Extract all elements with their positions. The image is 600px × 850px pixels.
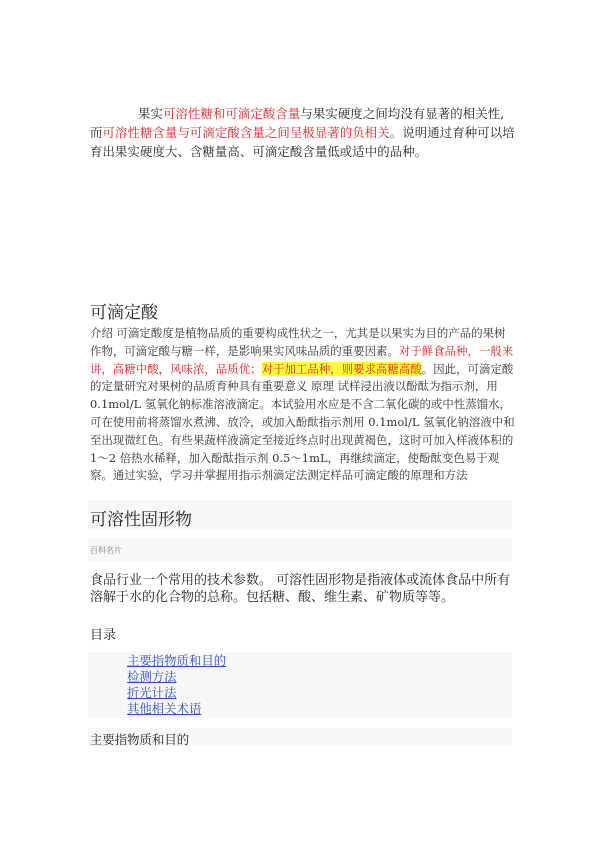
toc-item [127,668,226,684]
toc-link-refractometer-method[interactable]: 折光计法 [127,685,177,700]
text-run: 。因此，可滴定酸的定量研究对果树的品质育种具有重要意义 原理 试样浸出液以酚酞为指示剂，用 0.1mol/L 氢氧化钠标准溶液滴定。本试验用水应是不含二氧化碳的或中性蒸馏水，可在使用前将蒸馏水煮沸、放冷，或加入酚酞指示剂用 0.1mol/L 氢氧化钠溶液中和至出现微红色。有些果蔬样液滴定至接近终点时出现黄褐色，这时可加入样液体积的 1～2 倍热水稀释，加入酚酞指示剂 0.5～1mL，再继续滴定，使酚酞变色易于观察。通过实验，学习并掌握用指示剂滴定法测定样品可滴定酸的原理和方法 [90,361,515,483]
toc-item [127,684,226,700]
fruit-quality-paragraph [90,104,516,161]
toc-title: 目录 [90,628,117,643]
toc-link-related-terms[interactable]: 其他相关术语 [127,701,202,716]
text-run: 。说明通过育种可以培育出果实硬度大、含糖量高、可滴定酸含量低或适中的品种。 [90,125,515,159]
highlighted-text-run: 对于加工品种，则要求高糖高酸 [261,361,422,376]
toc-item [127,700,226,716]
soluble-solids-intro: 食品行业一个常用的技术参数。 可溶性固形物是指液体或流体食品中所有溶解于水的化合物的总称。包括糖、酸、维生素、矿物质等等。 [90,573,511,605]
red-text-run: 可溶性糖含量与可滴定酸含量之间呈极显著的负相关 [102,125,390,140]
card-band [88,539,512,561]
table-of-contents [127,652,226,716]
text-run: 与果实硬度之间均没有显著的相关性,而 [90,106,505,140]
red-text-run: 对于鲜食品种，一般来讲，高糖中酸，风味浓，品质优； [90,343,514,376]
soluble-solids-heading: 可溶性固形物 [90,510,192,530]
toc-item [127,652,226,668]
red-text-run: 可溶性糖和可滴定酸含量 [162,106,301,121]
toc-link-detection-method[interactable]: 检测方法 [127,669,177,684]
encyclopedia-card-label: 百科名片 [90,546,122,555]
text-run: 介绍 可滴定酸度是植物品质的重要构成性状之一，尤其是以果实为目的产品的果树作物，可滴定酸与糖一样，是影响果实风味品质的重要因素。 [90,326,506,358]
subsection-title: 主要指物质和目的 [90,732,190,747]
titratable-acid-paragraph [90,325,516,485]
toc-link-main-substances[interactable]: 主要指物质和目的 [127,653,227,668]
text-run: 果实 [138,106,163,121]
titratable-acid-heading: 可滴定酸 [90,303,158,323]
